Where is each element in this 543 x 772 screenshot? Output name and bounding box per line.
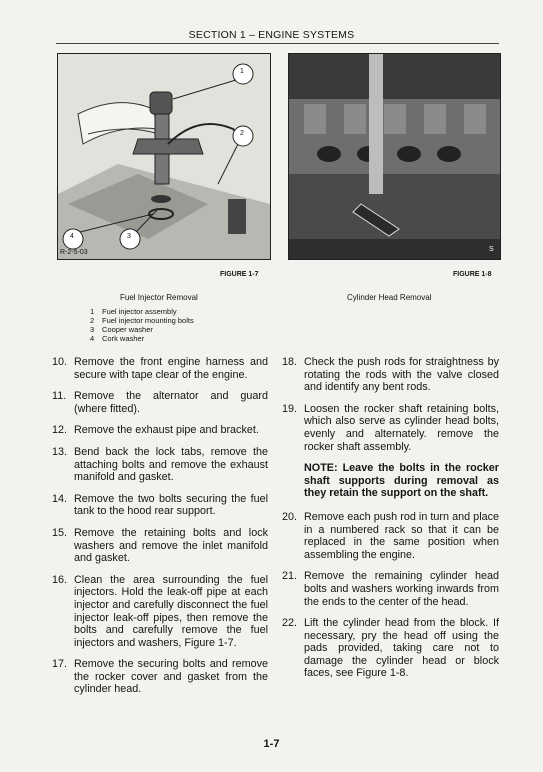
left-column [52,356,268,705]
procedure-step: 15. Remove the retaining bolts and lock washers and remove the inlet manifold and gasket. [52,526,268,565]
figure-1-8-label: FIGURE 1-8 [453,271,492,278]
procedure-step: 17. Remove the securing bolts and remove the rocker cover and gasket from the cylinder head. [52,658,268,696]
callout-4: 4 [70,233,74,240]
page-number: 1-7 [263,738,280,750]
figure-legend [90,307,194,343]
procedure-step: 10. Remove the front engine harness and secure with tape clear of the engine. [52,356,268,381]
legend-item: 2 Fuel injector mounting bolts [90,316,194,325]
procedure-step: 22. Lift the cylinder head from the block. If necessary, pry the head off using the pads provided, taking care not to damage the cylinder head or block faces, see Figure 1-8. [282,617,499,680]
legend-item: 1 Fuel injector assembly [90,307,177,316]
procedure-step: 13. Bend back the lock tabs, remove the attaching bolts and remove the exhaust manifold and gasket. [52,445,268,484]
callout-3: 3 [127,233,131,240]
header-rule [56,43,499,44]
procedure-step: 14. Remove the two bolts securing the fuel tank to the hood rear support. [52,492,268,518]
procedure-step: 20. Remove each push rod in turn and place in a numbered rack so that it can be replaced in the same position when assembling the engine. [282,510,499,561]
callout-2: 2 [240,130,244,137]
figure-1-7-label: FIGURE 1-7 [220,271,259,278]
procedure-step: 11. Remove the alternator and guard (where fitted). [52,390,268,415]
procedure-step: 21. Remove the remaining cylinder head bolts and washers working inwards from the ends to the center of the head. [282,570,499,608]
legend-item: 4 Cork washer [90,334,145,343]
callout-1: 1 [240,68,244,75]
figure-1-8-image [288,53,501,260]
right-column [282,356,499,689]
procedure-step: 18. Check the push rods for straightness by rotating the rods with the valve closed and identify any bent rods. [282,356,499,394]
figure-1-8-caption: Cylinder Head Removal [347,293,432,302]
procedure-note: NOTE: Leave the bolts in the rocker shaft supports during removal as they retain the support on the shaft. [304,462,499,500]
figure-ref: S [489,246,494,253]
procedure-step: 12. Remove the exhaust pipe and bracket. [52,424,259,437]
procedure-step: 16. Clean the area surrounding the fuel injectors. Hold the leak-off pipe at each injector and carefully disconnect the fuel injector leak-off pipes, then remove the bolts and carefully remove the fuel injectors and washers, Figure 1-7. [52,573,268,649]
fuel-injector-illustration [58,54,270,259]
legend-item: 3 Cooper washer [90,325,153,334]
cylinder-head-photo [289,54,500,259]
section-header: SECTION 1 – ENGINE SYSTEMS [188,29,355,41]
figure-1-7-caption: Fuel Injector Removal [120,293,198,302]
figure-ref: R-2-5-03 [60,249,88,256]
figure-1-7-image [57,53,271,260]
procedure-step: 19. Loosen the rocker shaft retaining bolts, which also serve as cylinder head bolts, evenly and alternately. remove the rocker shaft assembly. [282,402,499,453]
